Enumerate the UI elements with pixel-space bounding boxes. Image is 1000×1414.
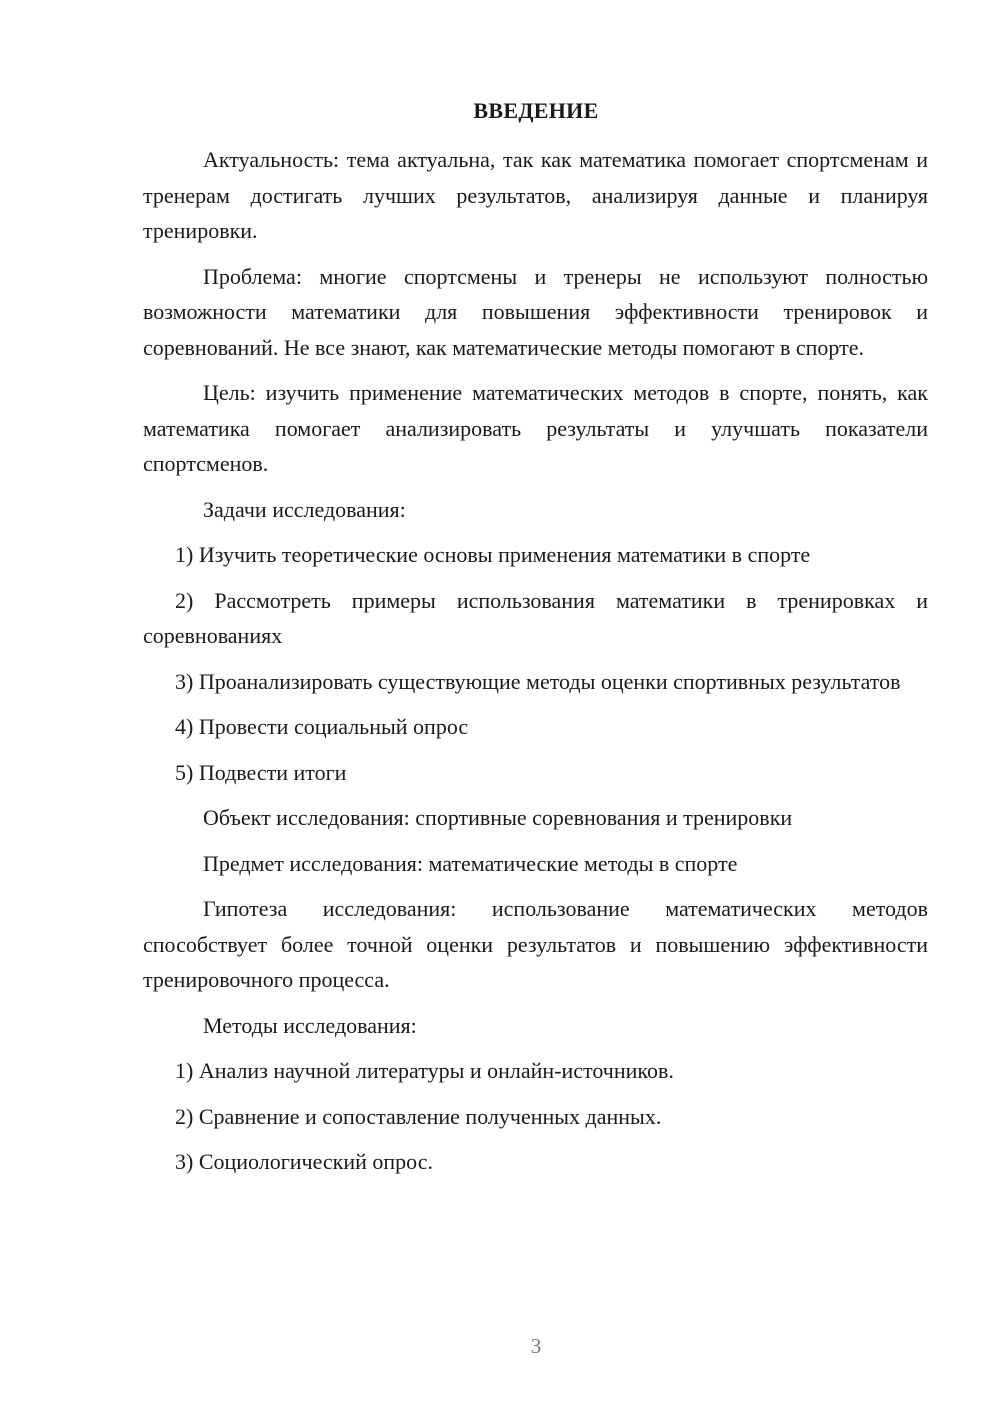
methods-heading: Методы исследования: xyxy=(203,1012,417,1038)
page-title: ВВЕДЕНИЕ xyxy=(473,98,599,123)
task-item: 4) Провести социальный опрос xyxy=(175,714,469,739)
problem-paragraph: Проблема: многие спортсмены и тренеры не используют полностью возможности математики для повышения эффективности тренировок и соревнований. Не все знают, как математические методы помогают в спорте. xyxy=(143,263,928,360)
task-item: 2) Рассмотреть примеры использования математики в тренировках и соревнованиях xyxy=(143,587,928,648)
method-item: 2) Сравнение и сопоставление полученных данных. xyxy=(175,1103,662,1129)
research-object: Объект исследования: спортивные соревнования и тренировки xyxy=(203,805,793,830)
task-item: 3) Проанализировать существующие методы оценки спортивных результатов xyxy=(175,668,901,694)
method-item: 1) Анализ научной литературы и онлайн-источников. xyxy=(175,1058,674,1083)
relevance-paragraph: Актуальность: тема актуальна, так как математика помогает спортсменам и тренерам достигать лучших результатов, анализируя данные и планируя тренировки. xyxy=(143,147,928,243)
research-subject: Предмет исследования: математические методы в спорте xyxy=(203,850,738,876)
method-item: 3) Социологический опрос. xyxy=(175,1149,433,1174)
document-body xyxy=(143,142,928,1190)
goal-paragraph: Цель: изучить применение математических методов в спорте, понять, как математика помогает анализировать результаты и улучшать показатели спортсменов. xyxy=(143,380,928,476)
task-item: 5) Подвести итоги xyxy=(175,759,347,785)
research-hypothesis: Гипотеза исследования: использование математических методов способствует более точной оценки результатов и повышению эффективности тренировочного процесса. xyxy=(143,896,928,992)
task-item: 1) Изучить теоретические основы применения математики в спорте xyxy=(175,542,811,567)
page-number: 3 xyxy=(530,1334,542,1358)
tasks-heading: Задачи исследования: xyxy=(203,496,406,522)
